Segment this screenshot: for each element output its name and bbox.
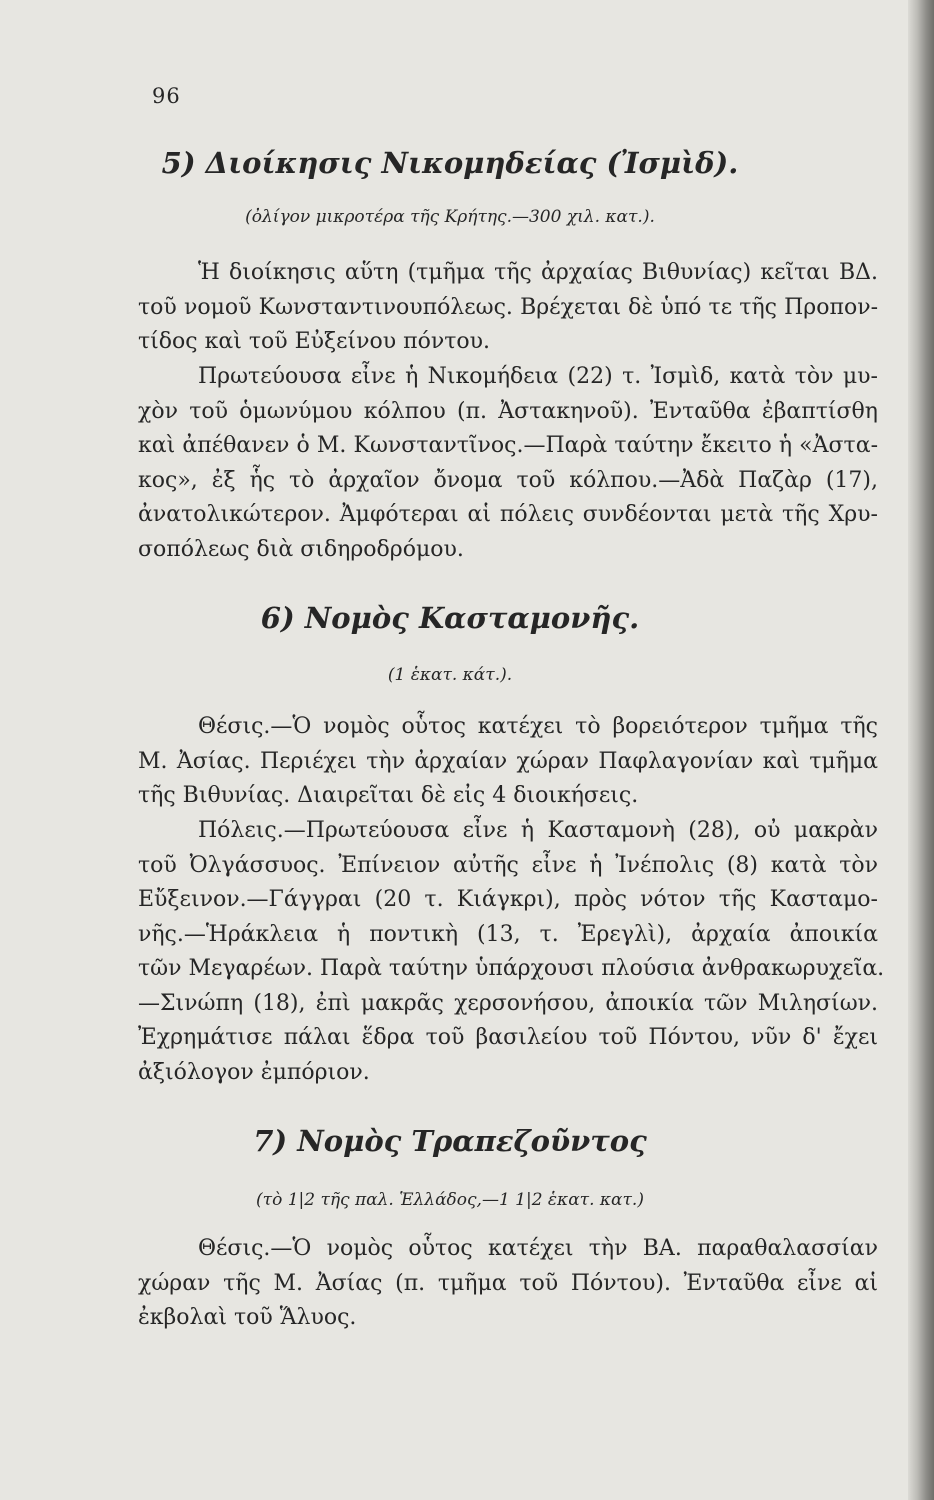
text-line: ἐκβολαὶ τοῦ Ἅλυος. [138, 1305, 357, 1330]
section-7-title: 7) Νομὸς Τραπεζοῦντος [253, 1124, 647, 1158]
text-line: τοῦ νομοῦ Κωνσταντινουπόλεως. Βρέχεται δὲ ὑπό τε τῆς Προπον- [138, 294, 878, 320]
text-line: τῶν Μεγαρέων. Παρὰ ταύτην ὑπάρχουσι πλούσια ἀνθρακωρυχεῖα. [138, 956, 885, 981]
text-line: ἀνατολικώτερον. Ἀμφότεραι αἱ πόλεις συνδέονται μετὰ τῆς Χρυ- [138, 502, 878, 527]
section-6-paragraph-2 [138, 814, 885, 1090]
section-5-paragraph-2 [138, 360, 878, 567]
text-line: κος», ἐξ ἧς τὸ ἀρχαῖον ὄνομα τοῦ κόλπου.—Ἀδὰ Παζὰρ (17), [138, 467, 878, 493]
section-5-paragraph-1 [138, 256, 878, 360]
page-number: 96 [152, 84, 181, 108]
section-5-subtitle: (ὀλίγον μικροτέρα τῆς Κρήτης.—300 χιλ. κατ.). [245, 207, 655, 227]
text-line: τοῦ Ὀλγάσσυος. Ἐπίνειον αὐτῆς εἶνε ἡ Ἰνέπολις (8) κατὰ τὸν [138, 852, 878, 878]
section-7-subtitle: (τὸ 1|2 τῆς παλ. Ἑλλάδος,—1 1|2 ἑκατ. κατ.) [256, 1190, 644, 1210]
text-line: —Σινώπη (18), ἐπὶ μακρᾶς χερσονήσου, ἀποικία τῶν Μιλησίων. [138, 990, 878, 1016]
section-6-paragraph-1 [138, 710, 878, 814]
text-line: καὶ ἀπέθανεν ὁ Μ. Κωνσταντῖνος.—Παρὰ ταύτην ἔκειτο ἡ «Ἀστα- [138, 433, 878, 458]
text-line: Πρωτεύουσα εἶνε ἡ Νικομήδεια (22) τ. Ἰσμὶδ, κατὰ τὸν μυ- [198, 364, 878, 389]
text-line: Πόλεις.—Πρωτεύουσα εἶνε ἡ Κασταμονὴ (28), οὐ μακρὰν [198, 818, 878, 843]
text-line: Μ. Ἀσίας. Περιέχει τὴν ἀρχαίαν χώραν Παφλαγονίαν καὶ τμῆμα [138, 748, 878, 774]
text-line: νῆς.—Ἡράκλεια ἡ ποντικὴ (13, τ. Ἐρεγλὶ), ἀρχαία ἀποικία [138, 921, 878, 947]
text-line: Θέσις.—Ὁ νομὸς οὗτος κατέχει τὸ βορειότερον τμῆμα τῆς [198, 714, 878, 739]
text-line: Ἐχρημάτισε πάλαι ἕδρα τοῦ βασιλείου τοῦ Πόντου, νῦν δ' ἔχει [138, 1025, 878, 1050]
text-line: Εὔξεινον.—Γάγγραι (20 τ. Κιάγκρι), πρὸς νότον τῆς Κασταμο- [138, 887, 878, 912]
text-line: τῆς Βιθυνίας. Διαιρεῖται δὲ εἰς 4 διοικήσεις. [138, 783, 639, 808]
text-line: σοπόλεως διὰ σιδηροδρόμου. [138, 536, 464, 562]
text-line: τίδος καὶ τοῦ Εὐξείνου πόντου. [138, 329, 491, 354]
text-line: ἀξιόλογον ἐμπόριον. [138, 1059, 370, 1085]
text-line: Ἡ διοίκησις αὕτη (τμῆμα τῆς ἀρχαίας Βιθυνίας) κεῖται ΒΔ. [198, 260, 878, 285]
section-6-title: 6) Νομὸς Κασταμονῆς. [260, 601, 640, 635]
page-binding-edge [908, 0, 934, 1500]
text-line: χὸν τοῦ ὁμωνύμου κόλπου (π. Ἀστακηνοῦ). Ἐνταῦθα ἐβαπτίσθη [138, 398, 878, 424]
section-7-paragraph-1 [138, 1232, 878, 1336]
text-line: Θέσις.—Ὁ νομὸς οὗτος κατέχει τὴν ΒΑ. παραθαλασσίαν [198, 1236, 878, 1261]
section-6-subtitle: (1 ἑκατ. κάτ.). [387, 665, 513, 685]
section-5-title: 5) Διοίκησις Νικομηδείας (Ἰσμὶδ). [161, 146, 739, 180]
text-line: χώραν τῆς Μ. Ἀσίας (π. τμῆμα τοῦ Πόντου). Ἐνταῦθα εἶνε αἱ [138, 1270, 878, 1296]
